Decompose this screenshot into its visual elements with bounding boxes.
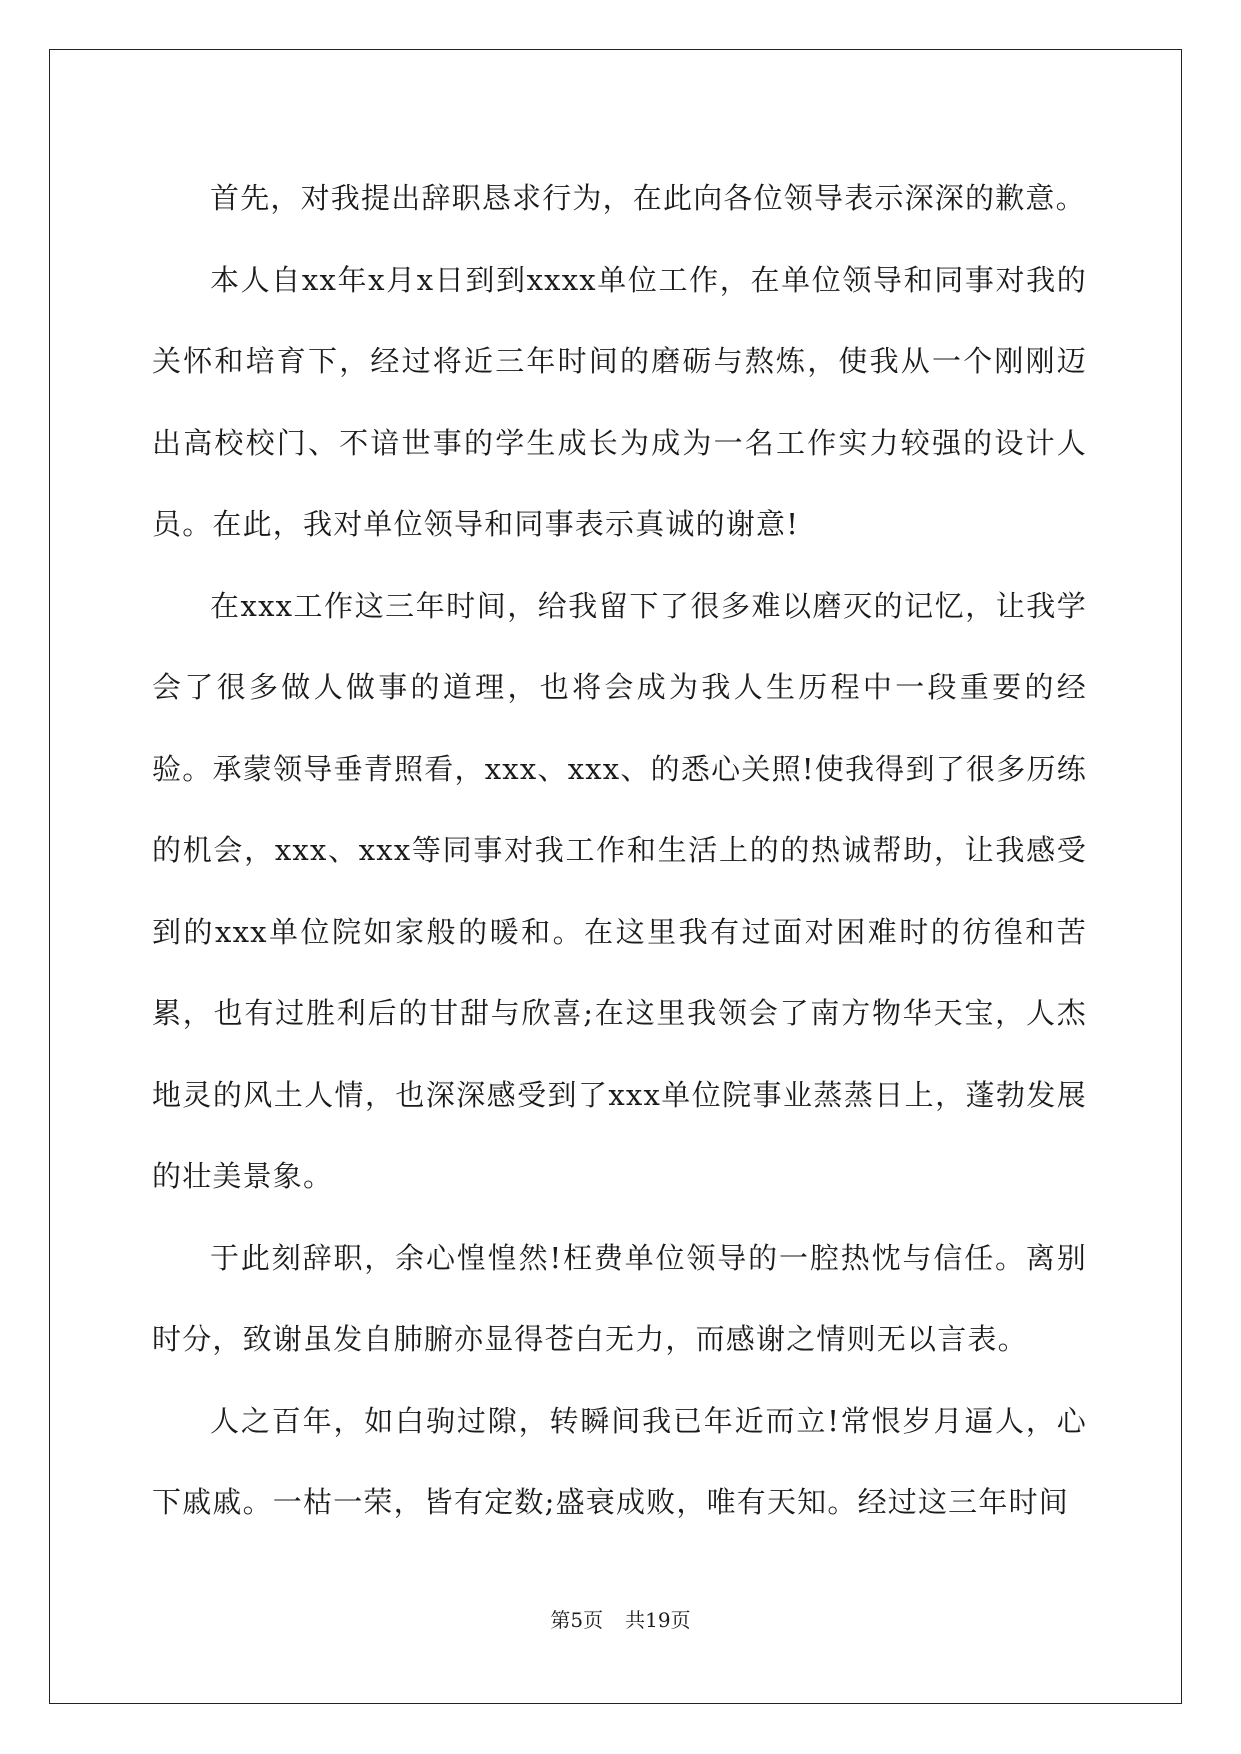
- page-footer: [0, 1604, 1241, 1633]
- paragraph-2: 本人自xx年x月x日到到xxxx单位工作，在单位领导和同事对我的关怀和培育下，经过将近三年时间的磨砺与熬炼，使我从一个刚刚迈出高校校门、不谙世事的学生成长为成为一名工作实力较强的设计人员。在此，我对单位领导和同事表示真诚的谢意!: [152, 262, 1087, 541]
- page-total: 共19页: [625, 1608, 691, 1632]
- document-body: [152, 158, 1087, 1544]
- paragraph-4: 于此刻辞职，余心惶惶然!枉费单位领导的一腔热忱与信任。离别时分，致谢虽发自肺腑亦显得苍白无力，而感谢之情则无以言表。: [152, 1240, 1087, 1356]
- paragraph-5: 人之百年，如白驹过隙，转瞬间我已年近而立!常恨岁月逼人，心下戚戚。一枯一荣，皆有定数;盛衰成败，唯有天知。经过这三年时间: [152, 1403, 1087, 1519]
- paragraph-1: 首先，对我提出辞职恳求行为，在此向各位领导表示深深的歉意。: [210, 181, 1086, 215]
- page-number: 第5页: [550, 1608, 604, 1632]
- paragraph-3: 在xxx工作这三年时间，给我留下了很多难以磨灭的记忆，让我学会了很多做人做事的道理，也将会成为我人生历程中一段重要的经验。承蒙领导垂青照看，xxx、xxx、的悉心关照!使我得到了很多历练的机会，xxx、xxx等同事对我工作和生活上的的热诚帮助，让我感受到的xxx单位院如家般的暖和。在这里我有过面对困难时的彷徨和苦累，也有过胜利后的甘甜与欣喜;在这里我领会了南方物华天宝，人杰地灵的风土人情，也深深感受到了xxx单位院事业蒸蒸日上，蓬勃发展的壮美景象。: [152, 588, 1087, 1193]
